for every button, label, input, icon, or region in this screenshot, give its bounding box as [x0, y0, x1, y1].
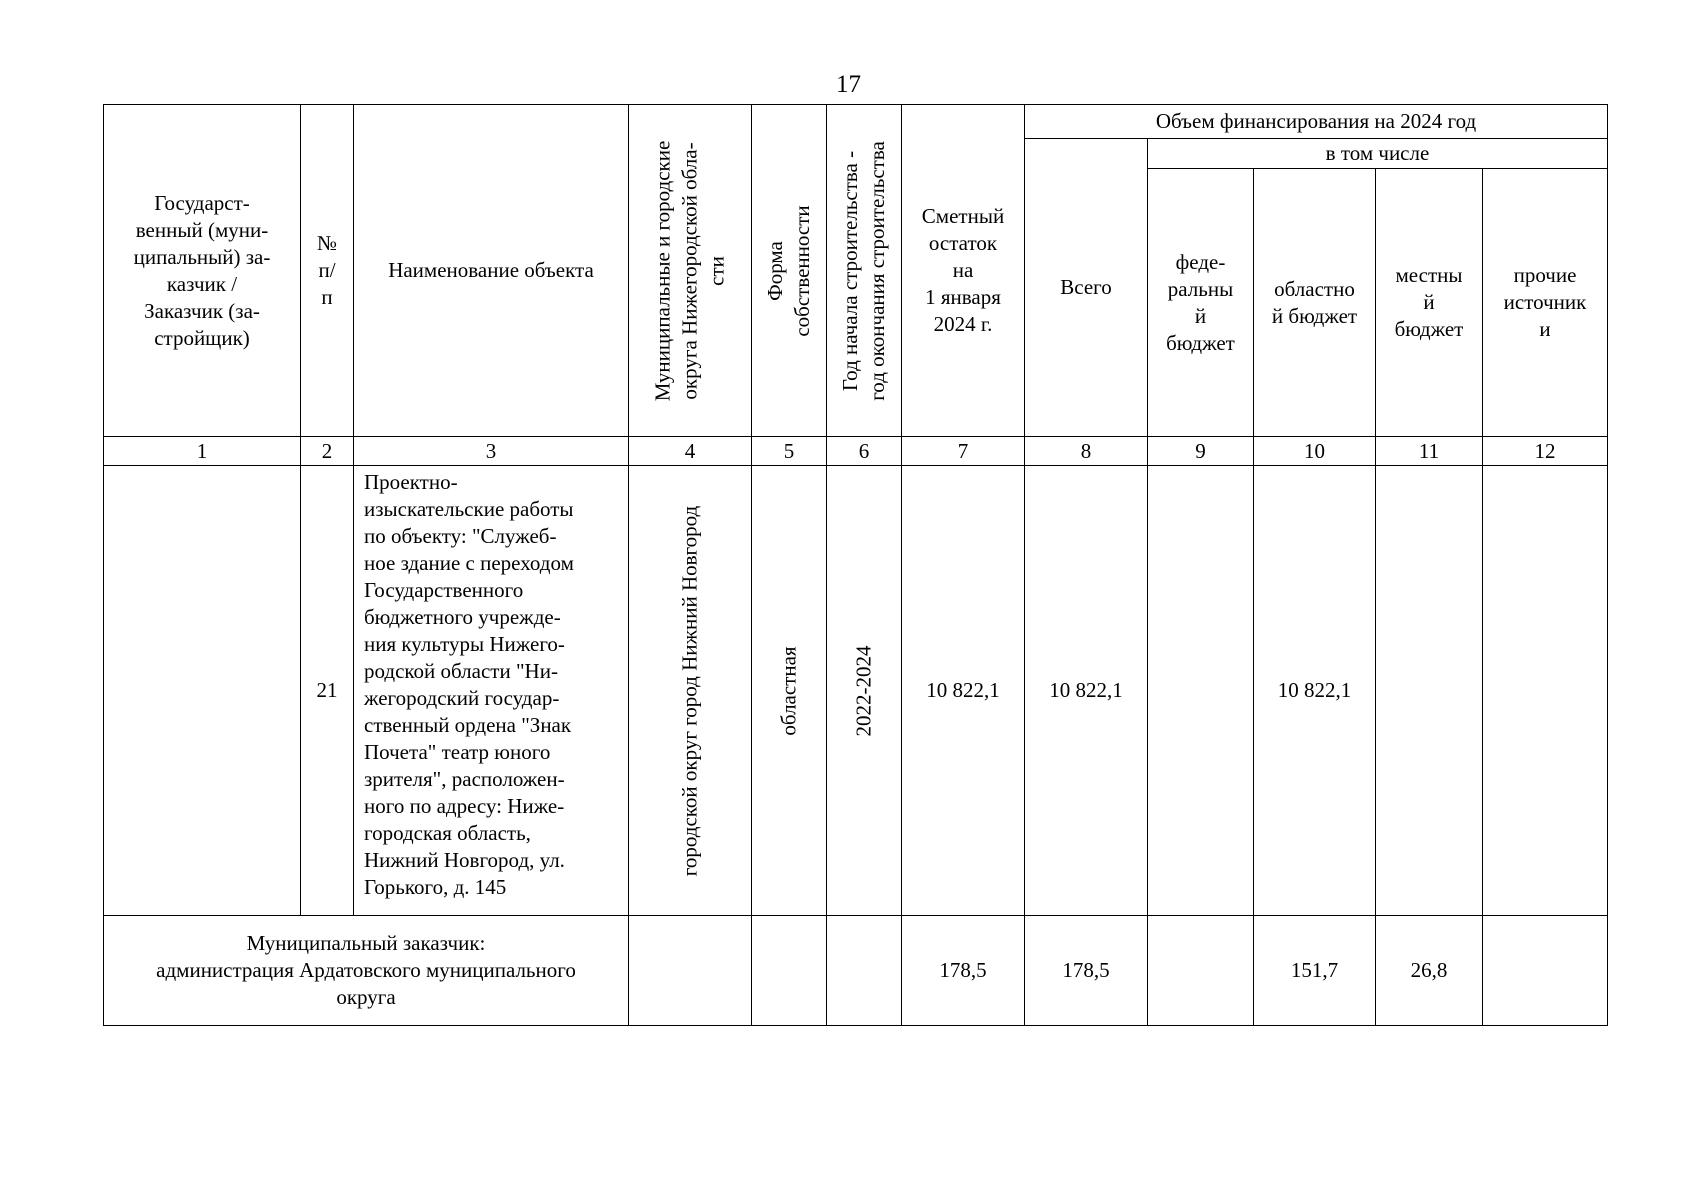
header-district: Муниципальные и городские округа Нижегородской обла- сти [629, 105, 752, 437]
header-federal: феде- ральны й бюджет [1148, 169, 1254, 437]
cell-local: 26,8 [1376, 916, 1483, 1026]
column-number: 5 [752, 437, 827, 466]
cell-index: 21 [301, 466, 354, 916]
header-regional: областно й бюджет [1254, 169, 1376, 437]
column-number-row [104, 437, 1608, 466]
header-ownership: Форма собственности [752, 105, 827, 437]
table-row-object [104, 466, 1608, 916]
cell-total: 178,5 [1025, 916, 1148, 1026]
cell-other [1483, 916, 1608, 1026]
header-object-name: Наименование объекта [354, 105, 629, 437]
column-number: 4 [629, 437, 752, 466]
header-financing-group: Объем финансирования на 2024 год [1025, 105, 1608, 139]
header-remaining: Сметный остаток на 1 января 2024 г. [902, 105, 1025, 437]
cell-remaining: 178,5 [902, 916, 1025, 1026]
cell-regional: 10 822,1 [1254, 466, 1376, 916]
column-number: 9 [1148, 437, 1254, 466]
header-years: Год начала строительства - год окончания строительства [827, 105, 902, 437]
header-customer: Государст- венный (муни- ципальный) за- казчик / Заказчик (за- стройщик) [104, 105, 301, 437]
column-number: 1 [104, 437, 301, 466]
cell-regional: 151,7 [1254, 916, 1376, 1026]
cell-district [629, 916, 752, 1026]
header-local: местны й бюджет [1376, 169, 1483, 437]
cell-remaining: 10 822,1 [902, 466, 1025, 916]
cell-ownership [752, 916, 827, 1026]
column-number: 2 [301, 437, 354, 466]
cell-federal [1148, 466, 1254, 916]
cell-local [1376, 466, 1483, 916]
cell-total: 10 822,1 [1025, 466, 1148, 916]
cell-years [827, 916, 902, 1026]
column-number: 3 [354, 437, 629, 466]
column-number: 11 [1376, 437, 1483, 466]
cell-ownership: областная [752, 466, 827, 916]
header-total: Всего [1025, 139, 1148, 437]
cell-district: городской округ город Нижний Новгород [629, 466, 752, 916]
column-number: 8 [1025, 437, 1148, 466]
cell-object-name: Проектно- изыскательские работы по объекту: "Служеб- ное здание с переходом Государственного бюджетного учрежде- ния культуры Нижего- родской области "Ни- жегородский государ- ственный ордена "Знак Почета" театр юного зрителя", расположен- ного по адресу: Ниже- городская область, Нижний Новгород, ул. Горького, д. 145 [354, 466, 629, 916]
header-other: прочие источник и [1483, 169, 1608, 437]
cell-municipal-label: Муниципальный заказчик: администрация Ардатовского муниципального округа [104, 916, 629, 1026]
column-number: 6 [827, 437, 902, 466]
table-row-municipal [104, 916, 1608, 1026]
cell-years: 2022-2024 [827, 466, 902, 916]
header-index: № п/ п [301, 105, 354, 437]
column-number: 7 [902, 437, 1025, 466]
page-number: 17 [836, 71, 861, 98]
financing-table [103, 104, 1608, 1026]
header-including: в том числе [1148, 139, 1608, 169]
column-number: 12 [1483, 437, 1608, 466]
column-number: 10 [1254, 437, 1376, 466]
cell-other [1483, 466, 1608, 916]
cell-federal [1148, 916, 1254, 1026]
cell-customer [104, 466, 301, 916]
